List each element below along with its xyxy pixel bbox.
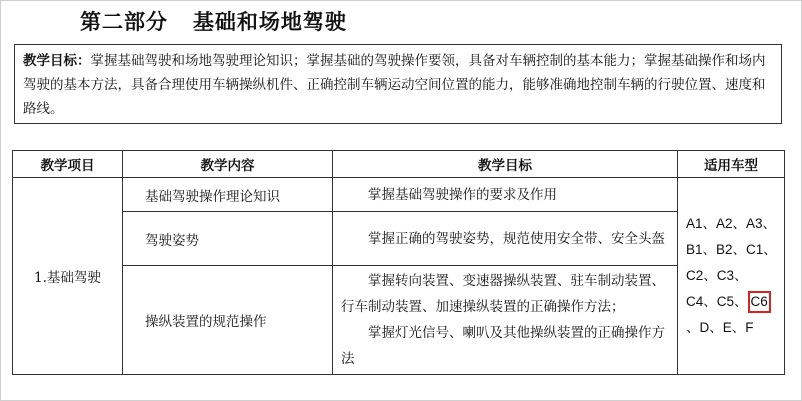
goal-cell [333, 178, 678, 212]
table-row [13, 212, 785, 266]
table-header-row [13, 151, 785, 178]
content-cell: 操纵装置的规范操作 [123, 266, 333, 375]
goal-cell [333, 212, 678, 266]
goal-line: 掌握灯光信号、喇叭及其他操纵装置的正确操作方法 [341, 325, 665, 367]
header-project: 教学项目 [13, 151, 123, 178]
goal-line: 掌握转向装置、变速器操纵装置、驻车制动装置、行车制动装置、加速操纵装置的正确操作方法； [341, 273, 665, 315]
header-goal: 教学目标 [333, 151, 678, 178]
vehicle-list: A1、A2、A3、B1、B2、C1、C2、C3、C4、C5、 [686, 216, 777, 309]
teaching-objective-box [14, 44, 782, 124]
heading-part: 第二部分 [80, 9, 168, 34]
goal-line: 掌握正确的驾驶姿势，规范使用安全带、安全头盔 [368, 230, 665, 247]
section-heading [80, 6, 347, 36]
goal-line: 掌握基础驾驶操作的要求及作用 [368, 186, 557, 203]
table-row [13, 178, 785, 212]
heading-title: 基础和场地驾驶 [192, 9, 347, 34]
teaching-plan-table [12, 150, 785, 375]
goal-cell [333, 266, 678, 375]
content-cell: 基础驾驶操作理论知识 [123, 178, 333, 212]
objective-text: 掌握基础驾驶和场地驾驶理论知识；掌握基础的驾驶操作要领，具备对车辆控制的基本能力；掌握基础操作和场内驾驶的基本方法，具备合理使用车辆操纵机件、正确控制车辆运动空间位置的能力，能够准确地控制车辆的行驶位置、速度和路线。 [23, 53, 766, 117]
header-vehicle: 适用车型 [678, 151, 785, 178]
highlighted-vehicle-c6: C6 [748, 291, 771, 313]
vehicle-list-rest: 、D、E、F [686, 320, 754, 335]
table-row [13, 266, 785, 375]
objective-label: 教学目标： [23, 53, 91, 69]
content-cell: 驾驶姿势 [123, 212, 333, 266]
header-content: 教学内容 [123, 151, 333, 178]
vehicle-types-cell [678, 178, 785, 375]
project-cell: 1.基础驾驶 [13, 178, 123, 375]
